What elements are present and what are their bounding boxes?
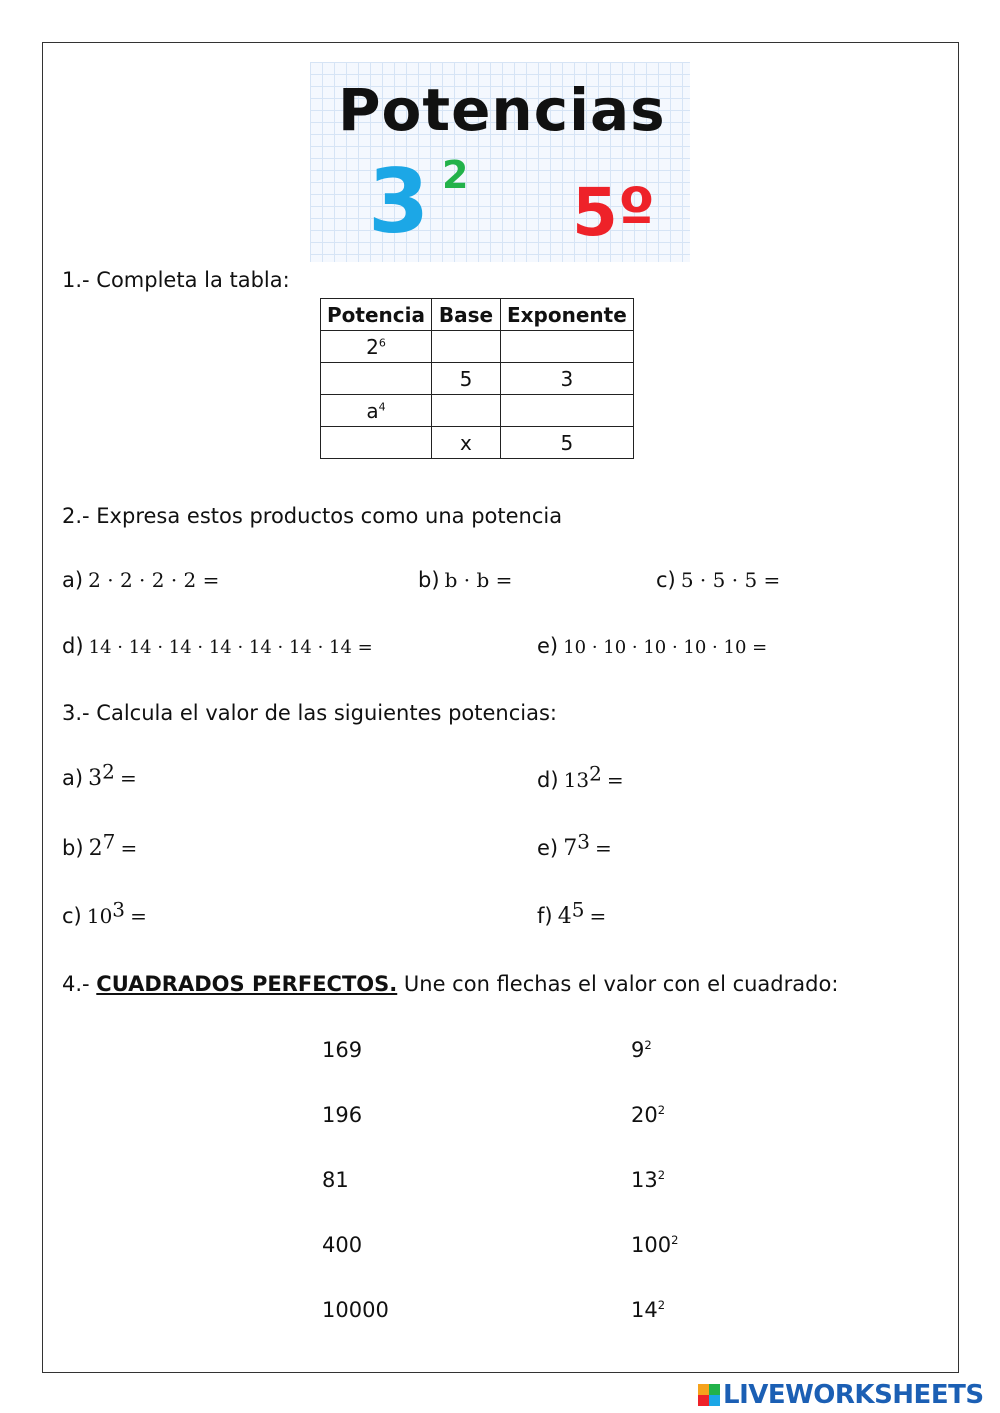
square-item[interactable]: $9^2$: [631, 1038, 652, 1062]
cell-potencia: $a^4$: [321, 395, 432, 427]
table-row: [321, 363, 634, 395]
ex2-expr: b · b =: [444, 568, 513, 592]
powers-table: [320, 298, 634, 459]
square-item[interactable]: $14^2$: [631, 1298, 666, 1322]
ex2-expr: 2 · 2 · 2 · 2 =: [88, 568, 220, 592]
ex2-item-a: a) 2 · 2 · 2 · 2 =: [62, 568, 220, 592]
value-item[interactable]: 169: [322, 1038, 363, 1062]
ex3-item-d: d) $13^2$ =: [537, 761, 624, 792]
col-header-exponente: Exponente: [500, 299, 633, 331]
square-item[interactable]: $100^2$: [631, 1233, 679, 1257]
col-header-base: Base: [431, 299, 500, 331]
power-exponent: 2: [589, 761, 602, 786]
banner-base-number: 3: [368, 150, 430, 253]
ex2-item-c: c) 5 · 5 · 5 =: [656, 568, 781, 592]
ex2-expr: 5 · 5 · 5 =: [680, 568, 781, 592]
ex3-item-c: c) $10^3$ =: [62, 897, 147, 928]
ex3-item-f: f) $4^5$ =: [537, 897, 607, 929]
ex2-heading: 2.- Expresa estos productos como una potencia: [62, 504, 563, 528]
cell-exponente: 3: [500, 363, 633, 395]
ex4-title: CUADRADOS PERFECTOS.: [96, 972, 398, 996]
ex2-item-b: b) b · b =: [418, 568, 513, 592]
col-header-potencia: Potencia: [321, 299, 432, 331]
value-item[interactable]: 400: [322, 1233, 363, 1257]
cell-potencia[interactable]: $2^6$: [321, 331, 432, 363]
ex3-item-a: a) $3^2$ =: [62, 759, 137, 791]
table-row: [321, 427, 634, 459]
power-base: 13: [563, 768, 590, 792]
value-item[interactable]: 196: [322, 1103, 363, 1127]
cell-exponente[interactable]: [500, 331, 633, 363]
cell-exponente: 5: [500, 427, 633, 459]
table-row: [321, 331, 634, 363]
cell-base: 5: [431, 363, 500, 395]
banner-grade: 5º: [572, 174, 656, 251]
power-base: 2: [88, 836, 103, 861]
value-item[interactable]: 81: [322, 1168, 349, 1192]
cell-potencia[interactable]: [321, 363, 432, 395]
power-base: 7: [563, 836, 578, 861]
table-row: [321, 395, 634, 427]
value-item[interactable]: 10000: [322, 1298, 389, 1322]
power-exponent: 2: [102, 759, 115, 784]
power-exponent: 5: [571, 897, 585, 922]
square-item[interactable]: $20^2$: [631, 1103, 666, 1127]
cell-potencia[interactable]: [321, 427, 432, 459]
banner-title: Potencias: [338, 76, 666, 144]
ex3-item-e: e) $7^3$ =: [537, 829, 612, 861]
cell-base: x: [431, 427, 500, 459]
cell-base[interactable]: [431, 395, 500, 427]
ex3-heading: 3.- Calcula el valor de las siguientes potencias:: [62, 701, 558, 725]
logo-mark-icon: [698, 1384, 720, 1406]
power-base: 3: [88, 766, 103, 791]
cell-base[interactable]: [431, 331, 500, 363]
power-base: 10: [86, 904, 113, 928]
ex2-item-d: d) 14 · 14 · 14 · 14 · 14 · 14 · 14 =: [62, 634, 373, 658]
power-exponent: 7: [102, 829, 116, 854]
ex4-heading: 4.- CUADRADOS PERFECTOS. Une con flechas el valor con el cuadrado:: [62, 972, 839, 996]
liveworksheets-logo: [698, 1380, 984, 1410]
ex2-expr: 10 · 10 · 10 · 10 · 10 =: [563, 637, 768, 658]
ex1-heading: 1.- Completa la tabla:: [62, 268, 290, 292]
ex3-item-b: b) $2^7$ =: [62, 829, 138, 861]
title-banner: [310, 62, 690, 262]
logo-text: LIVEWORKSHEETS: [723, 1380, 984, 1410]
power-exponent: 3: [112, 897, 126, 922]
ex2-expr: 14 · 14 · 14 · 14 · 14 · 14 · 14 =: [88, 637, 373, 658]
power-exponent: 3: [577, 829, 590, 854]
power-base: 4: [557, 904, 572, 929]
square-item[interactable]: $13^2$: [631, 1168, 666, 1192]
ex2-item-e: e) 10 · 10 · 10 · 10 · 10 =: [537, 634, 768, 658]
banner-exponent: 2: [442, 153, 469, 197]
cell-exponente[interactable]: [500, 395, 633, 427]
